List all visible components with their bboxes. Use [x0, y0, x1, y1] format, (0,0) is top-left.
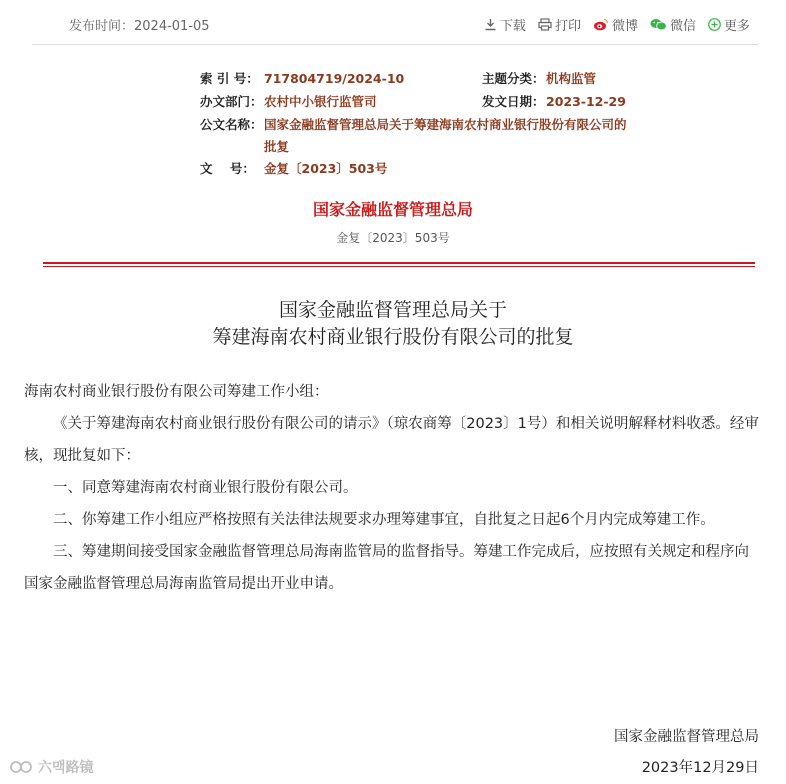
index-value: 717804719/2024-10 [264, 71, 405, 86]
issuer-heading: 国家金融监督管理总局 [312, 200, 473, 219]
publish-date [69, 15, 210, 34]
document-number: 金复〔2023〕503号 [336, 231, 450, 245]
paragraph-3: 二、你筹建工作小组应严格按照有关法律法规要求办理筹建事宜，自批复之日起6个月内完成筹建工作。 [53, 512, 715, 528]
title-line-2: 筹建海南农村商业银行股份有限公司的批复 [212, 326, 574, 348]
name-label: 公文名称： [200, 117, 263, 132]
document-body [24, 376, 762, 600]
top-bar [32, 0, 758, 45]
signature-block [614, 722, 759, 784]
publish-date-value: 2024-01-05 [134, 19, 210, 34]
weibo-icon [593, 18, 609, 31]
paragraph-1: 《关于筹建海南农村商业银行股份有限公司的请示》（琼农商筹〔2023〕1号）和相关说明解释材料收悉。经审核，现批复如下： [24, 416, 759, 464]
date-value: 2023-12-29 [546, 94, 626, 109]
more-button[interactable] [708, 15, 750, 34]
download-button[interactable] [484, 15, 526, 34]
date-label: 发文日期： [482, 94, 545, 109]
watermark [8, 757, 94, 777]
wechat-button[interactable] [650, 15, 696, 34]
salutation: 海南农村商业银行股份有限公司筹建工作小组： [24, 384, 329, 400]
topic-value: 机构监管 [546, 71, 597, 86]
print-label: 打印 [554, 19, 581, 34]
sign-date: 2023年12月29日 [641, 760, 759, 776]
weibo-label: 微博 [611, 19, 638, 34]
title-line-1: 国家金融监督管理总局关于 [278, 299, 507, 321]
wechat-label: 微信 [669, 19, 696, 34]
more-label: 更多 [723, 19, 750, 34]
dept-value: 农村中小银行监管司 [264, 94, 377, 109]
download-label: 下载 [499, 19, 526, 34]
watermark-logo-icon [8, 759, 34, 775]
share-tools [484, 15, 750, 34]
name-value: 国家金融监督管理总局关于筹建海南农村商业银行股份有限公司的批复 [264, 117, 627, 154]
red-divider [43, 262, 755, 267]
signature: 国家金融监督管理总局 [614, 729, 759, 745]
topic-label: 主题分类： [482, 71, 545, 86]
docno-value: 金复〔2023〕503号 [264, 161, 388, 176]
document-title [0, 297, 786, 351]
download-icon [484, 18, 497, 31]
dept-label: 办文部门： [200, 94, 263, 109]
weibo-button[interactable] [593, 15, 638, 34]
wechat-icon [650, 18, 667, 31]
docno-label: 文 号： [200, 161, 255, 176]
paragraph-4: 三、筹建期间接受国家金融监督管理总局海南监管局的监督指导。筹建工作完成后，应按照有关规定和程序向国家金融监督管理总局海南监管局提出开业申请。 [24, 544, 749, 592]
publish-label: 发布时间： [69, 19, 135, 34]
index-label: 索 引 号： [200, 71, 259, 86]
watermark-text: 六맥路镜 [38, 760, 94, 776]
paragraph-2: 一、同意筹建海南农村商业银行股份有限公司。 [53, 480, 358, 496]
more-icon [708, 18, 721, 31]
print-icon [538, 18, 552, 31]
print-button[interactable] [538, 15, 581, 34]
